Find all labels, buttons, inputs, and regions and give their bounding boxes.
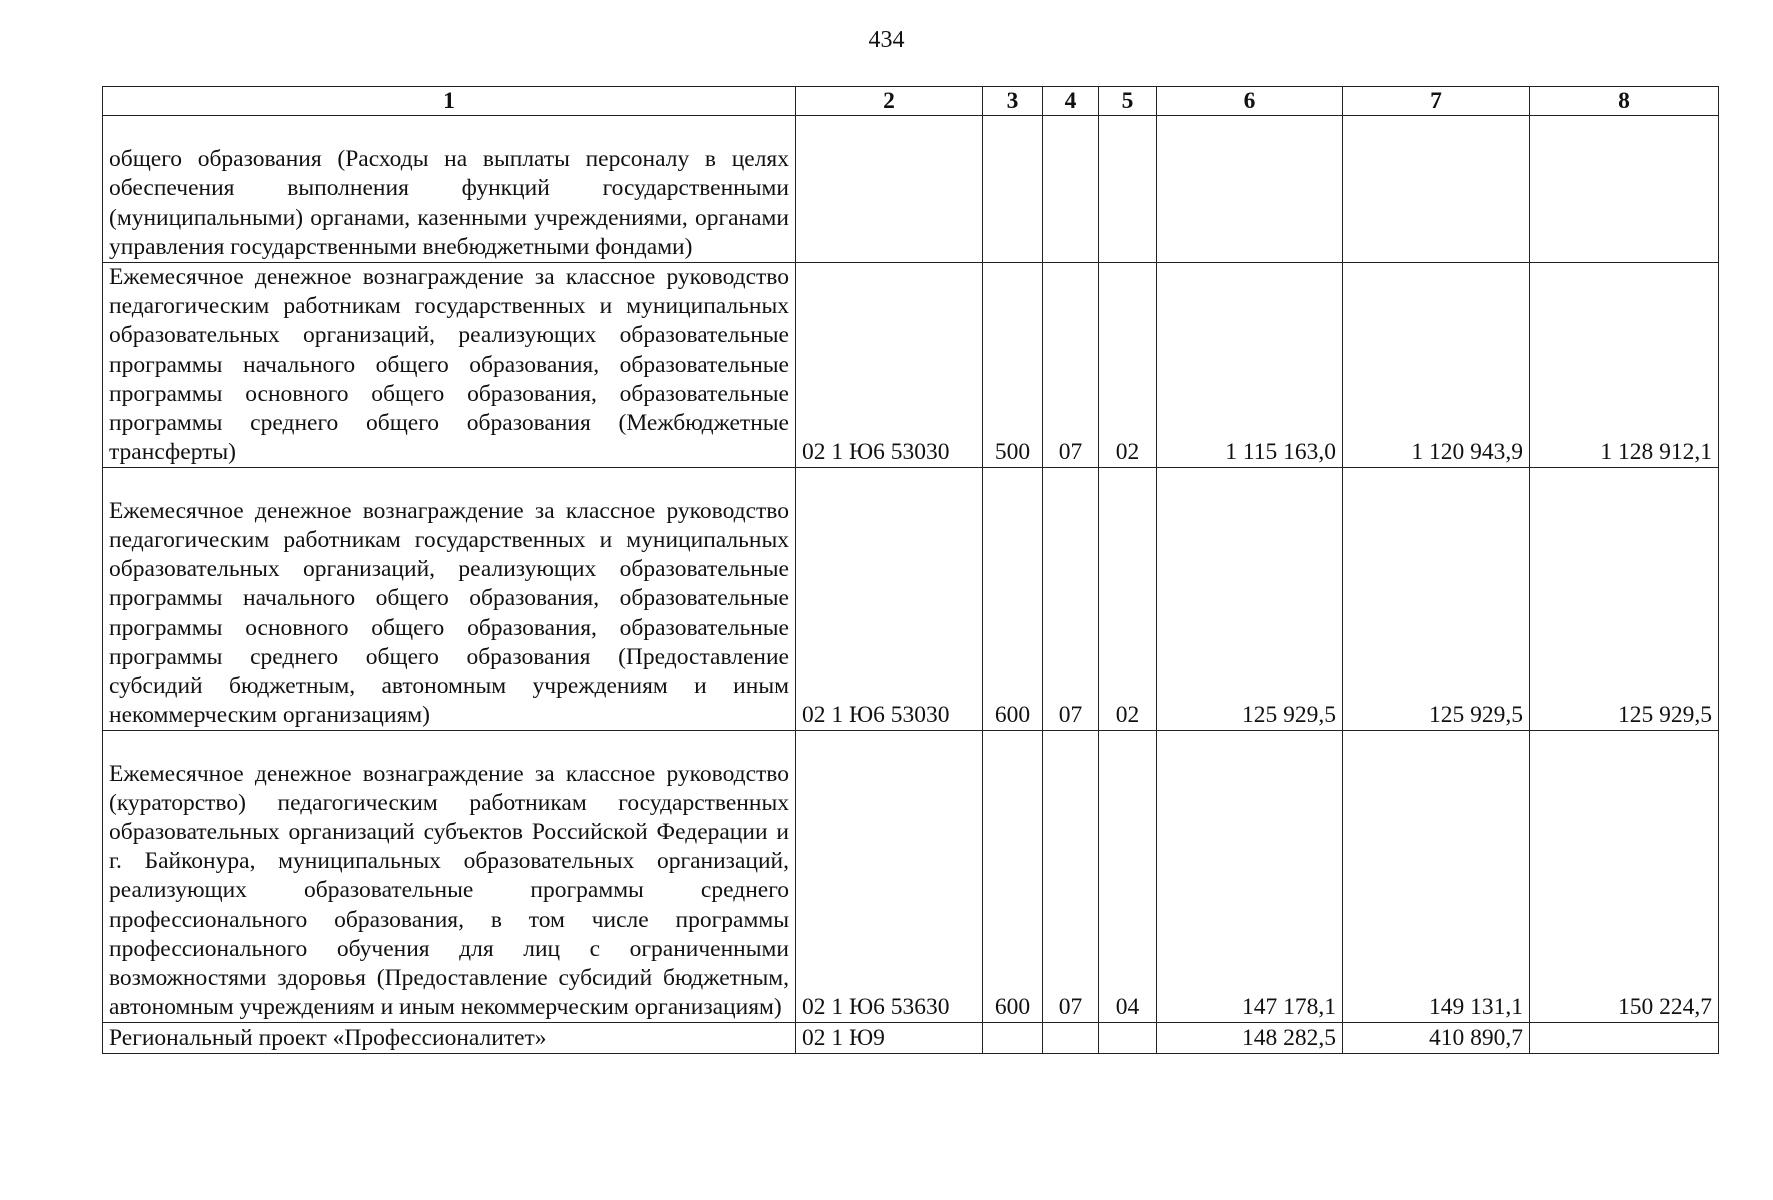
row-col3 — [983, 116, 1043, 263]
header-col-1: 1 — [103, 87, 796, 116]
row-col3: 600 — [983, 468, 1043, 731]
row-col7: 125 929,5 — [1343, 468, 1530, 731]
row-col6: 125 929,5 — [1157, 468, 1343, 731]
row-col3: 500 — [983, 263, 1043, 468]
table-row — [103, 731, 1719, 1023]
row-description: Ежемесячное денежное вознаграждение за классное руководство педагогическим работникам государственных и муниципальных образовательных организаций, реализующих образовательные программы начального общего образования, образовательные программы основного общего образования, образовательные программы среднего общего образования (Межбюджетные трансферты) — [103, 263, 796, 468]
row-col4: 07 — [1043, 731, 1099, 1023]
row-col5 — [1099, 116, 1157, 263]
row-code — [796, 116, 983, 263]
row-description: Ежемесячное денежное вознаграждение за классное руководство педагогическим работникам государственных и муниципальных образовательных организаций, реализующих образовательные программы начального общего образования, образовательные программы основного общего образования, образовательные программы среднего общего образования (Предоставление субсидий бюджетным, автономным учреждениям и иным некоммерческим организациям) — [103, 468, 796, 731]
header-row — [103, 87, 1719, 116]
row-col3 — [983, 1023, 1043, 1054]
table-row — [103, 116, 1719, 263]
row-col8: 125 929,5 — [1530, 468, 1719, 731]
row-col3: 600 — [983, 731, 1043, 1023]
row-col8: 150 224,7 — [1530, 731, 1719, 1023]
row-col4 — [1043, 116, 1099, 263]
row-col6: 1 115 163,0 — [1157, 263, 1343, 468]
row-col5: 02 — [1099, 263, 1157, 468]
table-row — [103, 1023, 1719, 1054]
row-col4: 07 — [1043, 263, 1099, 468]
row-col4: 07 — [1043, 468, 1099, 731]
row-col6 — [1157, 116, 1343, 263]
header-col-5: 5 — [1099, 87, 1157, 116]
row-col5: 04 — [1099, 731, 1157, 1023]
page-number: 434 — [868, 27, 905, 53]
row-col8 — [1530, 1023, 1719, 1054]
row-code: 02 1 Ю6 53030 — [796, 468, 983, 731]
header-col-8: 8 — [1530, 87, 1719, 116]
header-col-7: 7 — [1343, 87, 1530, 116]
row-col7: 149 131,1 — [1343, 731, 1530, 1023]
row-code: 02 1 Ю6 53030 — [796, 263, 983, 468]
table-row — [103, 263, 1719, 468]
table-row — [103, 468, 1719, 731]
row-col6: 148 282,5 — [1157, 1023, 1343, 1054]
budget-table — [102, 86, 1719, 1054]
header-col-6: 6 — [1157, 87, 1343, 116]
header-col-2: 2 — [796, 87, 983, 116]
row-col5: 02 — [1099, 468, 1157, 731]
row-description: Ежемесячное денежное вознаграждение за классное руководство (кураторство) педагогическим работникам государственных образовательных организаций субъектов Российской Федерации и г. Байконура, муниципальных образовательных организаций, реализующих образовательные программы среднего профессионального образования, в том числе программы профессионального обучения для лиц с ограниченными возможностями здоровья (Предоставление субсидий бюджетным, автономным учреждениям и иным некоммерческим организациям) — [103, 731, 796, 1023]
row-col8: 1 128 912,1 — [1530, 263, 1719, 468]
header-col-4: 4 — [1043, 87, 1099, 116]
row-code: 02 1 Ю9 — [796, 1023, 983, 1054]
row-col7 — [1343, 116, 1530, 263]
row-col5 — [1099, 1023, 1157, 1054]
row-code: 02 1 Ю6 53630 — [796, 731, 983, 1023]
row-col7: 410 890,7 — [1343, 1023, 1530, 1054]
header-col-3: 3 — [983, 87, 1043, 116]
row-description: Региональный проект «Профессионалитет» — [103, 1023, 796, 1054]
row-description: общего образования (Расходы на выплаты персоналу в целях обеспечения выполнения функций государственными (муниципальными) органами, казенными учреждениями, органами управления государственными внебюджетными фондами) — [103, 116, 796, 263]
row-col8 — [1530, 116, 1719, 263]
row-col7: 1 120 943,9 — [1343, 263, 1530, 468]
row-col6: 147 178,1 — [1157, 731, 1343, 1023]
row-col4 — [1043, 1023, 1099, 1054]
